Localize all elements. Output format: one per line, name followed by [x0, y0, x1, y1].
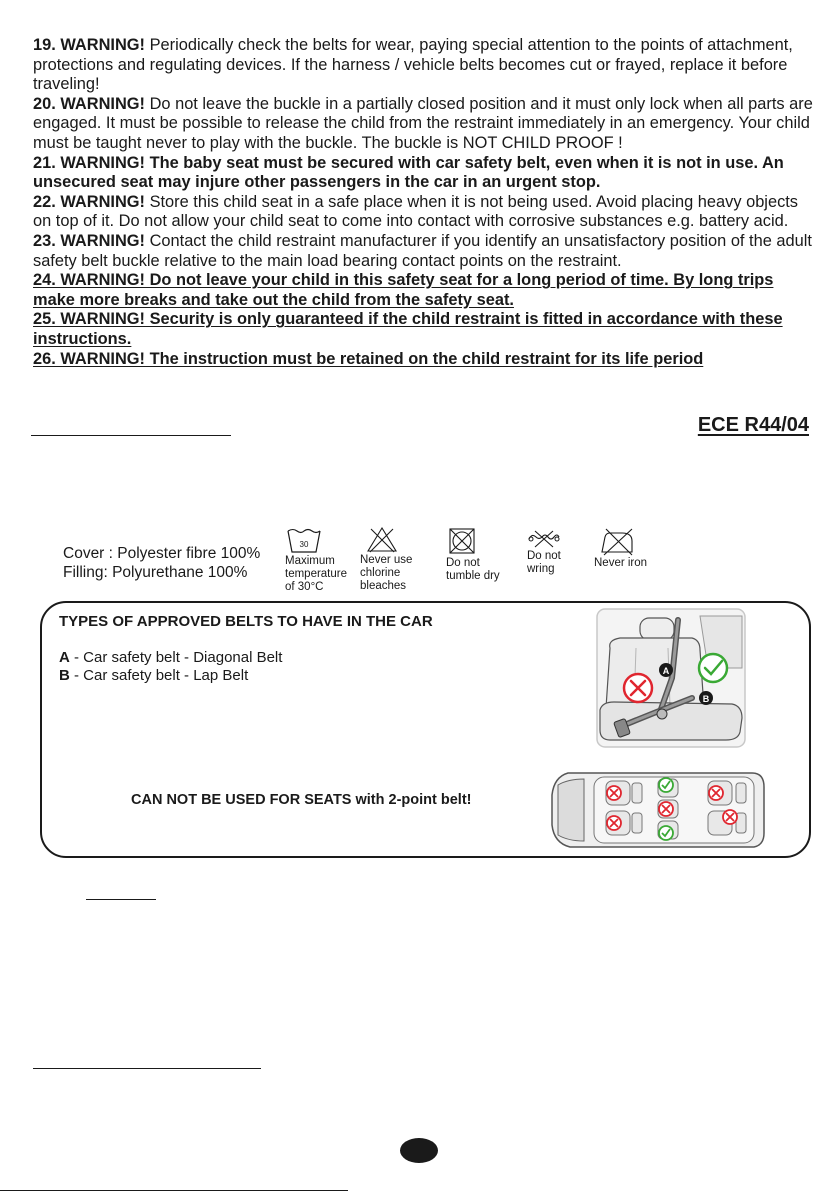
no-wring-icon — [527, 528, 561, 550]
belt-item-a — [59, 649, 282, 667]
wring-label-1: Do not — [527, 550, 561, 562]
warning-text: Do not leave the buckle in a partially closed position and it must only lock when all parts are engaged. It must be possible to release the child from the restraint immediately in an emergency. Your child must be taught never to play with the buckle. The buckle is NOT CHILD PROOF ! — [33, 94, 813, 152]
wash-temp-label: 30 — [299, 540, 309, 549]
two-point-belt-warning: CAN NOT BE USED FOR SEATS with 2-point belt! — [131, 792, 472, 808]
warning-text: Store this child seat in a safe place when it is not being used. Avoid placing heavy objects on top of it. Do not allow your child seat to come into contact with corrosive substances e.g. battery acid. — [33, 192, 799, 231]
approved-belts-panel — [40, 601, 811, 858]
no-tumble-dry-icon — [448, 527, 478, 557]
wash-label-2: temperature — [285, 568, 348, 580]
fabric-composition — [63, 545, 260, 582]
care-wash — [285, 527, 347, 594]
divider-line-1 — [31, 435, 231, 436]
belt-item-b — [59, 667, 282, 685]
belts-title: TYPES OF APPROVED BELTS TO HAVE IN THE CAR — [59, 613, 433, 630]
warning-text: Periodically check the belts for wear, paying special attention to the points of attachment, protections and regulating devices. If the harness / vehicle belts becomes cut or frayed, replace it before traveling! — [33, 36, 793, 94]
care-wring — [527, 528, 561, 576]
cover-material: Cover : Polyester fibre 100% — [63, 545, 261, 562]
belt-letter-a: A — [59, 649, 70, 666]
warning-item — [33, 95, 819, 154]
belt-text-b: - Car safety belt - Lap Belt — [69, 667, 249, 684]
warning-text: Security is only guaranteed if the child restraint is fitted in accordance with these instructions. — [33, 310, 783, 348]
warning-number: 26. WARNING! — [33, 349, 146, 368]
belt-marker-a: A — [662, 666, 670, 676]
bleach-label-2: chlorine — [360, 567, 401, 579]
iron-label-1: Never iron — [594, 557, 648, 569]
wash-label-1: Maximum — [285, 555, 335, 567]
warning-item — [33, 350, 819, 370]
belt-text-a: - Car safety belt - Diagonal Belt — [69, 649, 283, 666]
belt-letter-b: B — [59, 667, 70, 684]
warning-item — [33, 271, 819, 310]
bottom-rule — [0, 1190, 348, 1191]
divider-line-2 — [86, 899, 156, 900]
ece-standard: ECE R44/04 — [697, 414, 809, 436]
warning-item — [33, 154, 819, 193]
filling-material: Filling: Polyurethane 100% — [63, 563, 248, 581]
warnings-list — [33, 36, 819, 369]
warning-item — [33, 36, 819, 95]
warning-number: 23. WARNING! — [33, 231, 146, 250]
divider-line-3 — [33, 1068, 261, 1069]
no-iron-icon — [598, 527, 638, 557]
warning-text: Contact the child restraint manufacturer if you identify an unsatisfactory position of the adult safety belt buckle relative to the main load bearing contact points on the restraint. — [33, 231, 812, 270]
wring-label-2: wring — [527, 563, 555, 575]
warning-text: The baby seat must be secured with car safety belt, even when it is not in use. An unsecured seat may injure other passengers in the car in an urgent stop. — [33, 153, 784, 192]
warning-item — [33, 310, 819, 349]
warning-number: 20. WARNING! — [33, 94, 146, 113]
warning-item — [33, 193, 819, 232]
tumble-label-2: tumble dry — [446, 570, 500, 582]
tumble-label-1: Do not — [446, 557, 480, 569]
warning-number: 24. WARNING! — [33, 271, 146, 290]
bleach-label-3: bleaches — [360, 580, 407, 592]
belt-marker-b: B — [702, 694, 710, 704]
car-top-view-illustration — [548, 767, 768, 852]
warning-number: 25. WARNING! — [33, 310, 146, 329]
warning-number: 22. WARNING! — [33, 192, 146, 211]
warning-text: The instruction must be retained on the child restraint for its life period — [145, 349, 704, 368]
belt-types-list — [59, 649, 282, 685]
car-seat-belt-illustration — [596, 608, 746, 748]
warning-number: 19. WARNING! — [33, 36, 146, 54]
wash-30-icon — [285, 527, 323, 555]
care-bleach — [360, 524, 412, 593]
wash-label-3: of 30°C — [285, 581, 324, 593]
care-iron — [594, 527, 647, 570]
bleach-label-1: Never use — [360, 554, 413, 566]
no-bleach-icon — [362, 524, 402, 554]
warning-item — [33, 232, 819, 271]
warning-text: Do not leave your child in this safety seat for a long period of time. By long trips make more breaks and take out the child from the safety seat. — [33, 271, 774, 309]
page-number-badge — [400, 1138, 438, 1163]
warning-number: 21. WARNING! — [33, 153, 146, 172]
care-tumble — [446, 527, 500, 583]
